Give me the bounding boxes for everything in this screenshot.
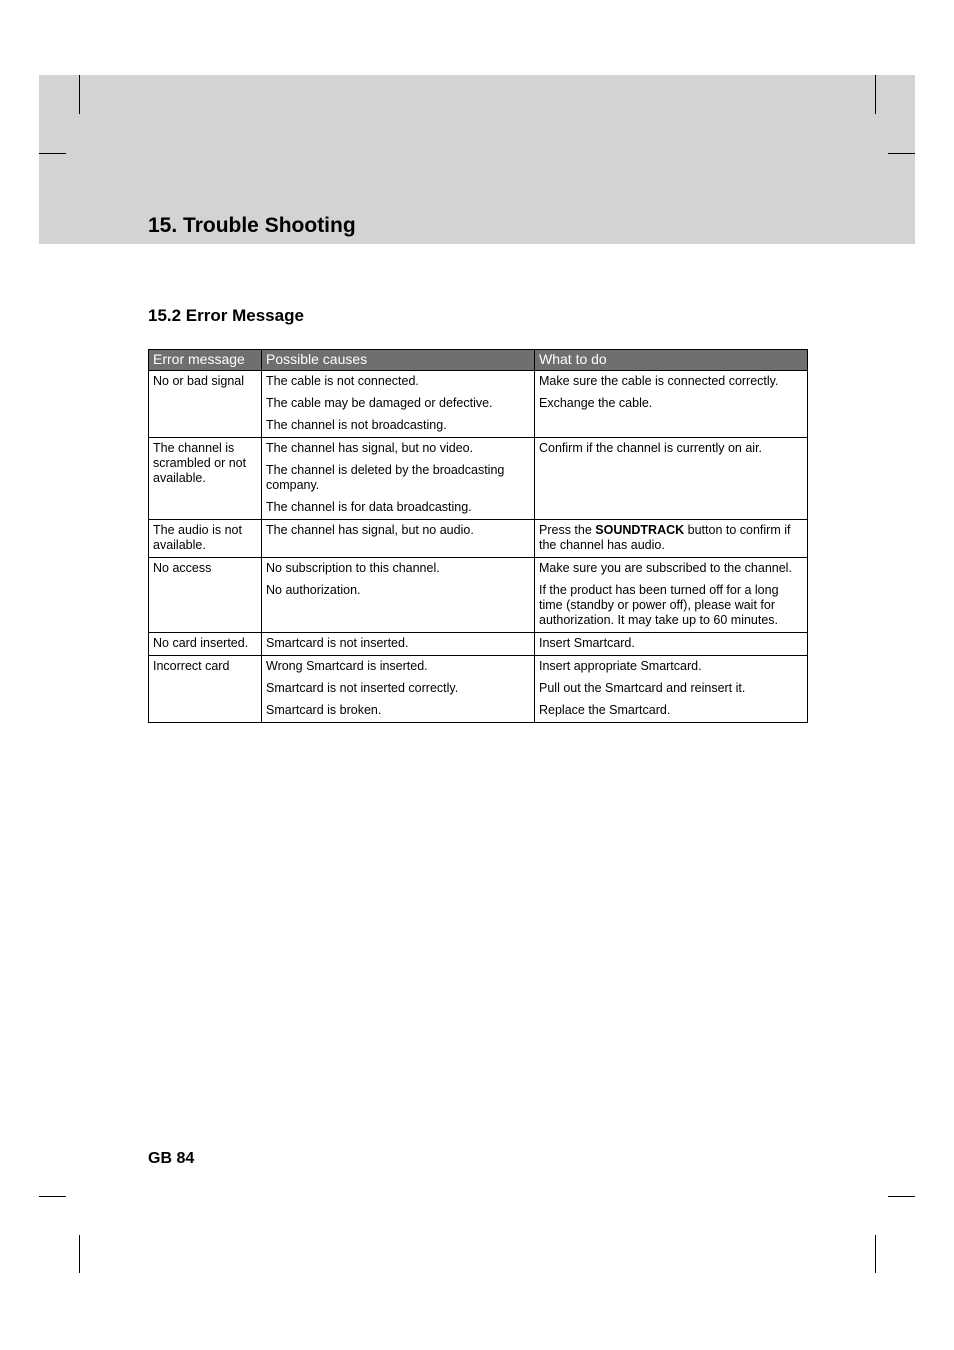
crop-mark-bottom-left-vertical [79, 1235, 80, 1273]
what-to-do-cell [535, 520, 808, 558]
section-title: 15.2 Error Message [148, 306, 304, 325]
error-message-cell [149, 520, 262, 558]
possible-causes-cell [262, 520, 535, 558]
error-message-cell [149, 633, 262, 656]
cause-item: Wrong Smartcard is inserted. [266, 659, 428, 673]
action-item: Insert appropriate Smartcard. [539, 659, 702, 673]
cause-item: The cable may be damaged or defective. [266, 396, 493, 410]
cause-item: The channel is deleted by the broadcasting company. [266, 463, 505, 492]
cause-item: Smartcard is broken. [266, 703, 382, 717]
error-message-text: No or bad signal [153, 374, 245, 388]
action-item: Pull out the Smartcard and reinsert it. [539, 681, 746, 695]
cause-item: Smartcard is not inserted. [266, 636, 409, 650]
error-message-table [148, 349, 808, 723]
what-to-do-cell [535, 558, 808, 633]
action-text-after: button to confirm if the channel has audio. [539, 523, 791, 552]
error-message-cell [149, 438, 262, 520]
table-header-row [149, 350, 808, 371]
action-item [535, 520, 807, 557]
cause-item: No authorization. [266, 583, 361, 597]
possible-causes-cell [262, 633, 535, 656]
table-row [149, 656, 808, 723]
possible-causes-cell [262, 558, 535, 633]
action-text-before: Press the [539, 523, 596, 537]
action-item: Make sure the cable is connected correctly. [539, 374, 779, 388]
table-row [149, 520, 808, 558]
crop-mark-top-right-vertical [875, 75, 876, 114]
error-message-cell [149, 558, 262, 633]
possible-causes-cell [262, 656, 535, 723]
cause-item: The channel is for data broadcasting. [266, 500, 472, 514]
action-item: Exchange the cable. [539, 396, 653, 410]
possible-causes-cell [262, 438, 535, 520]
table-row [149, 558, 808, 633]
column-header-possible-causes: Possible causes [262, 350, 535, 371]
error-message-cell [149, 371, 262, 438]
column-header-error-message: Error message [149, 350, 262, 371]
action-item: Insert Smartcard. [539, 636, 635, 650]
crop-mark-top-right-horizontal [888, 153, 915, 154]
table-row [149, 371, 808, 438]
page-title: 15. Trouble Shooting [148, 214, 356, 237]
action-item: Replace the Smartcard. [539, 703, 671, 717]
cause-item: The channel has signal, but no audio. [266, 523, 474, 537]
what-to-do-cell [535, 633, 808, 656]
action-item: If the product has been turned off for a long time (standby or power off), please wait for authorization. It may take up to 60 minutes. [539, 583, 779, 627]
error-message-text: The channel is scrambled or not available. [153, 441, 247, 485]
crop-mark-bottom-left-horizontal [39, 1196, 66, 1197]
cause-item: Smartcard is not inserted correctly. [266, 681, 459, 695]
cause-item: The channel has signal, but no video. [266, 441, 474, 455]
action-item: Confirm if the channel is currently on air. [539, 441, 763, 455]
cause-item: The cable is not connected. [266, 374, 419, 388]
table-row [149, 633, 808, 656]
crop-mark-top-left-vertical [79, 75, 80, 114]
table-row [149, 438, 808, 520]
page-number: GB 84 [148, 1150, 195, 1167]
possible-causes-cell [262, 371, 535, 438]
cause-item: No subscription to this channel. [266, 561, 440, 575]
crop-mark-top-left-horizontal [39, 153, 66, 154]
error-message-text: The audio is not available. [153, 523, 242, 552]
error-message-text: Incorrect card [153, 659, 230, 673]
error-message-text: No card inserted. [153, 636, 249, 650]
what-to-do-cell [535, 371, 808, 438]
error-message-text: No access [153, 561, 212, 575]
what-to-do-cell [535, 438, 808, 520]
crop-mark-bottom-right-vertical [875, 1235, 876, 1273]
action-item: Make sure you are subscribed to the channel. [539, 561, 792, 575]
what-to-do-cell [535, 656, 808, 723]
crop-mark-bottom-right-horizontal [888, 1196, 915, 1197]
column-header-what-to-do: What to do [535, 350, 808, 371]
cause-item: The channel is not broadcasting. [266, 418, 447, 432]
error-message-cell [149, 656, 262, 723]
soundtrack-button-label: SOUNDTRACK [595, 523, 685, 537]
